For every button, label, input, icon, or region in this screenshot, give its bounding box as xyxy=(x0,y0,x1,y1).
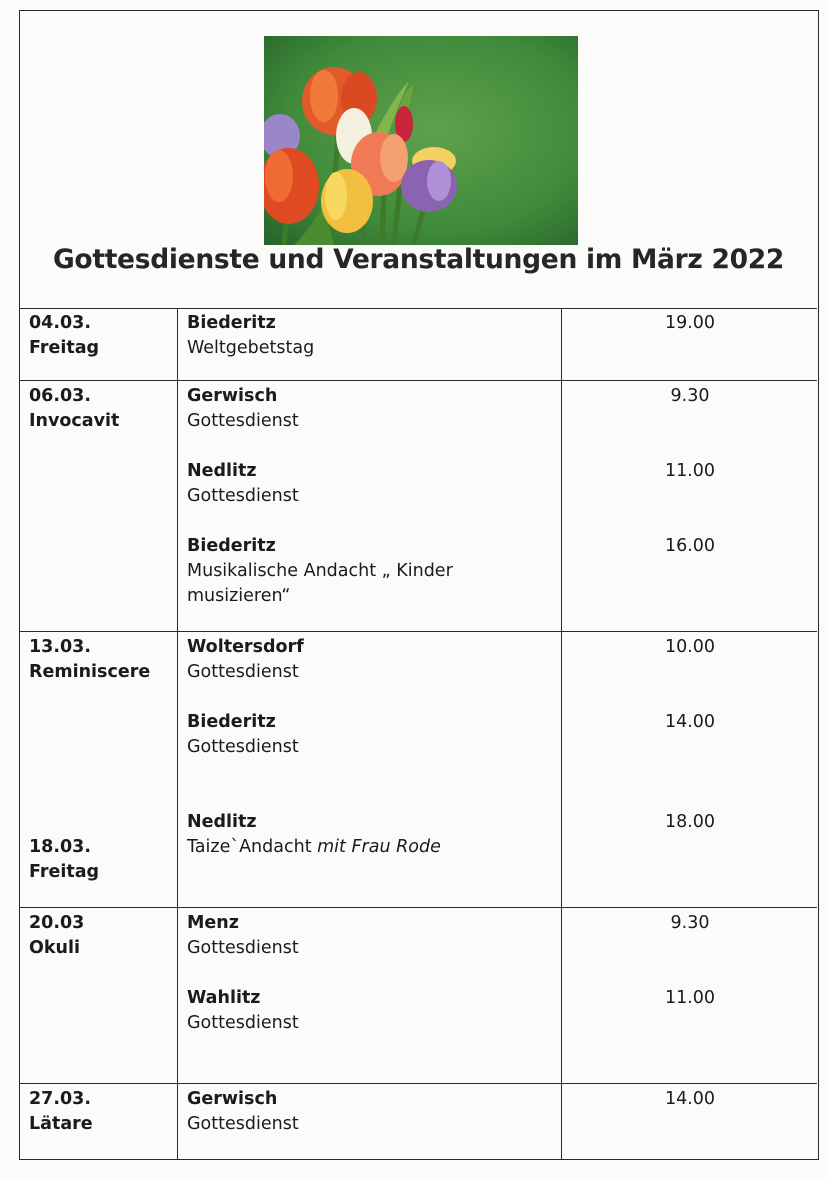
event-time: 19.00 xyxy=(664,313,716,333)
day-label: Okuli xyxy=(29,938,80,958)
place-label: Woltersdorf xyxy=(187,637,304,657)
schedule-row xyxy=(20,381,817,632)
event-description: Gottesdienst xyxy=(187,411,299,431)
event-description: Gottesdienst xyxy=(187,1114,299,1134)
schedule-row xyxy=(20,908,817,1084)
column-divider xyxy=(561,308,562,1159)
event-time: 9.30 xyxy=(670,386,710,406)
day-label: Reminiscere xyxy=(29,662,151,682)
place-label: Biederitz xyxy=(187,313,276,333)
day-label: Lätare xyxy=(29,1114,93,1134)
event-time: 11.00 xyxy=(664,461,716,481)
day-label: Invocavit xyxy=(29,411,120,431)
place-label: Nedlitz xyxy=(187,812,257,832)
tulip-photo xyxy=(264,36,578,245)
schedule-row xyxy=(20,632,817,908)
event-time: 9.30 xyxy=(670,913,710,933)
day-label: Freitag xyxy=(29,338,100,358)
event-time: 14.00 xyxy=(664,712,716,732)
event-description: Musikalische Andacht „ Kinder xyxy=(187,561,453,581)
schedule-sheet xyxy=(19,10,819,1160)
event-description xyxy=(187,835,547,860)
page-title: Gottesdienste und Veranstaltungen im März 2022 xyxy=(52,244,785,275)
event-time: 11.00 xyxy=(664,988,716,1008)
place-label: Wahlitz xyxy=(187,988,261,1008)
date-label: 27.03. xyxy=(29,1089,92,1109)
event-description: Gottesdienst xyxy=(187,662,299,682)
tulip-bouquet-image xyxy=(264,36,578,245)
column-divider xyxy=(177,308,178,1159)
date-label: 13.03. xyxy=(29,637,92,657)
event-description: Gottesdienst xyxy=(187,938,299,958)
event-time: 14.00 xyxy=(664,1089,716,1109)
header xyxy=(20,11,817,309)
event-description: Weltgebetstag xyxy=(187,338,315,358)
event-time: 16.00 xyxy=(664,536,716,556)
date-label: 18.03. xyxy=(29,837,92,857)
day-label: Freitag xyxy=(29,862,100,882)
place-label: Gerwisch xyxy=(187,1089,278,1109)
place-label: Gerwisch xyxy=(187,386,278,406)
event-description-text: Taize`Andacht xyxy=(187,837,318,857)
event-description: Gottesdienst xyxy=(187,486,299,506)
event-time: 18.00 xyxy=(664,812,716,832)
schedule-row xyxy=(20,1084,817,1159)
place-label: Menz xyxy=(187,913,239,933)
event-time: 10.00 xyxy=(664,637,716,657)
place-label: Nedlitz xyxy=(187,461,257,481)
date-label: 04.03. xyxy=(29,313,92,333)
place-label: Biederitz xyxy=(187,712,276,732)
place-label: Biederitz xyxy=(187,536,276,556)
schedule-row xyxy=(20,308,817,381)
event-description-continued: musizieren“ xyxy=(187,586,291,606)
event-description-italic: mit Frau Rode xyxy=(317,837,441,857)
event-description: Gottesdienst xyxy=(187,1013,299,1033)
date-label: 06.03. xyxy=(29,386,92,406)
date-label: 20.03 xyxy=(29,913,85,933)
event-description: Gottesdienst xyxy=(187,737,299,757)
